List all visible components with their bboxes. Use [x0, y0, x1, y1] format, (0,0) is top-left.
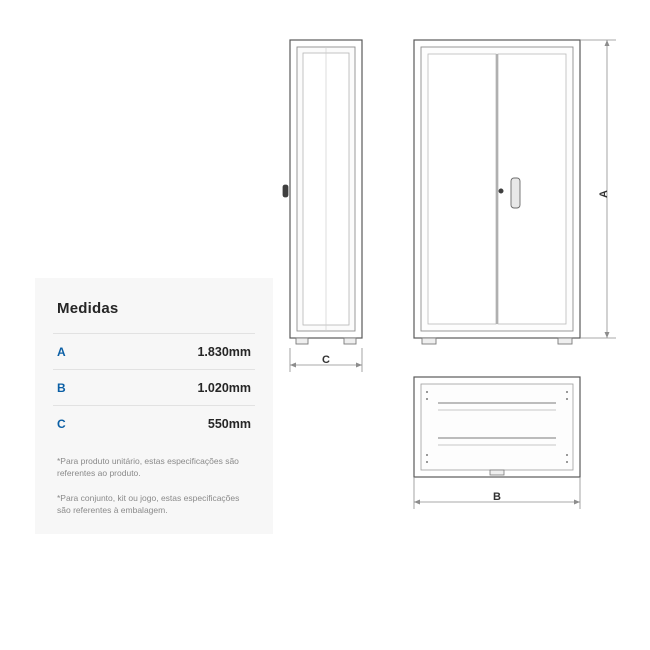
front-view	[414, 40, 580, 344]
measure-key-a: A	[57, 345, 66, 359]
measurements-panel	[35, 278, 273, 534]
measure-row	[53, 405, 255, 441]
measure-key-c: C	[57, 417, 66, 431]
dimension-a	[580, 40, 616, 338]
dimension-c	[290, 348, 362, 372]
measure-key-b: B	[57, 381, 66, 395]
measure-value-c: 550mm	[207, 417, 251, 431]
measure-row	[53, 369, 255, 405]
note-unitario: *Para produto unitário, estas especificações são referentes ao produto.	[57, 456, 239, 479]
measure-value-a: 1.830mm	[197, 345, 251, 359]
dimension-label-c: C	[322, 354, 330, 366]
dimension-b	[414, 477, 580, 509]
note-conjunto: *Para conjunto, kit ou jogo, estas especificações são referentes à embalagem.	[57, 492, 240, 515]
dimension-label-b: B	[493, 491, 501, 503]
measure-row	[53, 333, 255, 369]
measure-value-b: 1.020mm	[197, 381, 251, 395]
dimension-label-a: A	[598, 190, 610, 198]
side-view	[283, 40, 362, 344]
panel-title: Medidas	[57, 300, 119, 317]
top-view	[414, 377, 580, 477]
